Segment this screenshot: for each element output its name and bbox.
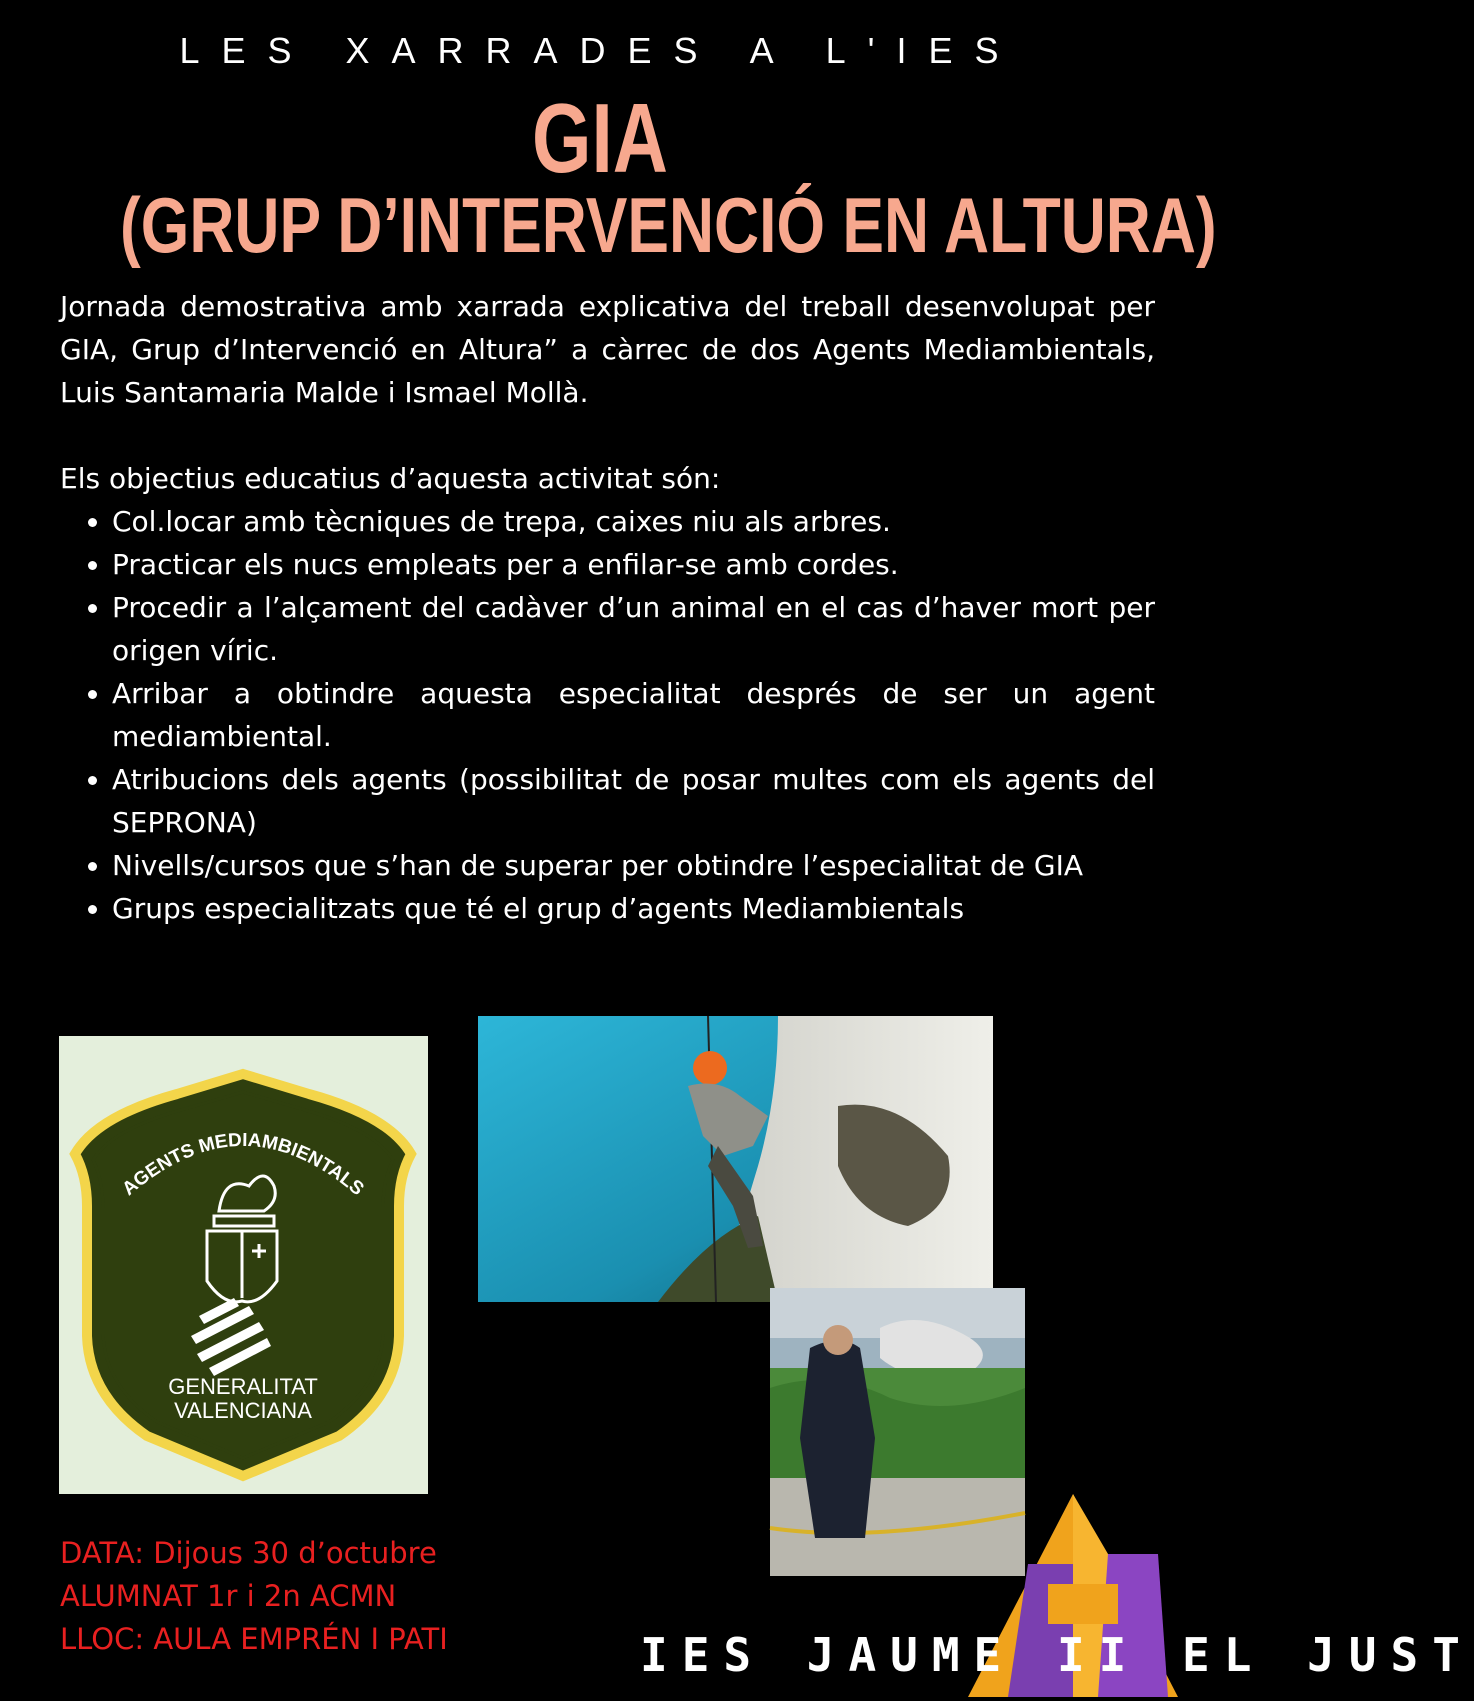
objectives-list (60, 500, 1155, 930)
info-students: ALUMNAT 1r i 2n ACMN (60, 1579, 397, 1613)
list-item: • Nivells/cursos que s’han de superar per obtindre l’especialitat de GIA (112, 844, 1155, 887)
school-name: IES JAUME II EL JUST (640, 1628, 1474, 1682)
kicker-heading: LES XARRADES A L'IES (179, 30, 1021, 71)
photo-cliff-climber (478, 1016, 993, 1302)
intro-paragraph: Jornada demostrativa amb xarrada explicativa del treball desenvolupat per GIA, Grup d’Intervenció en Altura” a càrrec de dos Agents Mediambientals, Luis Santamaria Malde i Ismael Mollà. (60, 290, 1155, 409)
list-item: • Grups especialitzats que té el grup d’agents Mediambientals (112, 887, 1155, 930)
page-subtitle: (GRUP D’INTERVENCIÓ EN ALTURA) (120, 181, 1217, 269)
info-date: DATA: Dijous 30 d’octubre (60, 1536, 437, 1570)
page-title: GIA (532, 83, 668, 193)
agents-mediambientals-logo (59, 1036, 428, 1494)
list-item: • Procedir a l’alçament del cadàver d’un animal en el cas d’haver mort per origen víric. (112, 586, 1155, 672)
logo-bottom-line1: GENERALITAT (168, 1374, 318, 1399)
logo-top-text: AGENTS MEDIAMBIENTALS (118, 1129, 368, 1200)
list-item: • Atribucions dels agents (possibilitat de posar multes com els agents del SEPRONA) (112, 758, 1155, 844)
logo-bottom-line2: VALENCIANA (174, 1398, 312, 1423)
list-item: • Practicar els nucs empleats per a enfilar-se amb cordes. (112, 543, 1155, 586)
list-item: • Arribar a obtindre aquesta especialitat després de ser un agent mediambiental. (112, 672, 1155, 758)
list-item: • Col.locar amb tècniques de trepa, caixes niu als arbres. (112, 500, 1155, 543)
info-place: LLOC: AULA EMPRÉN I PATI (60, 1622, 448, 1656)
objectives-heading: Els objectius educatius d’aquesta activitat són: (60, 462, 721, 495)
